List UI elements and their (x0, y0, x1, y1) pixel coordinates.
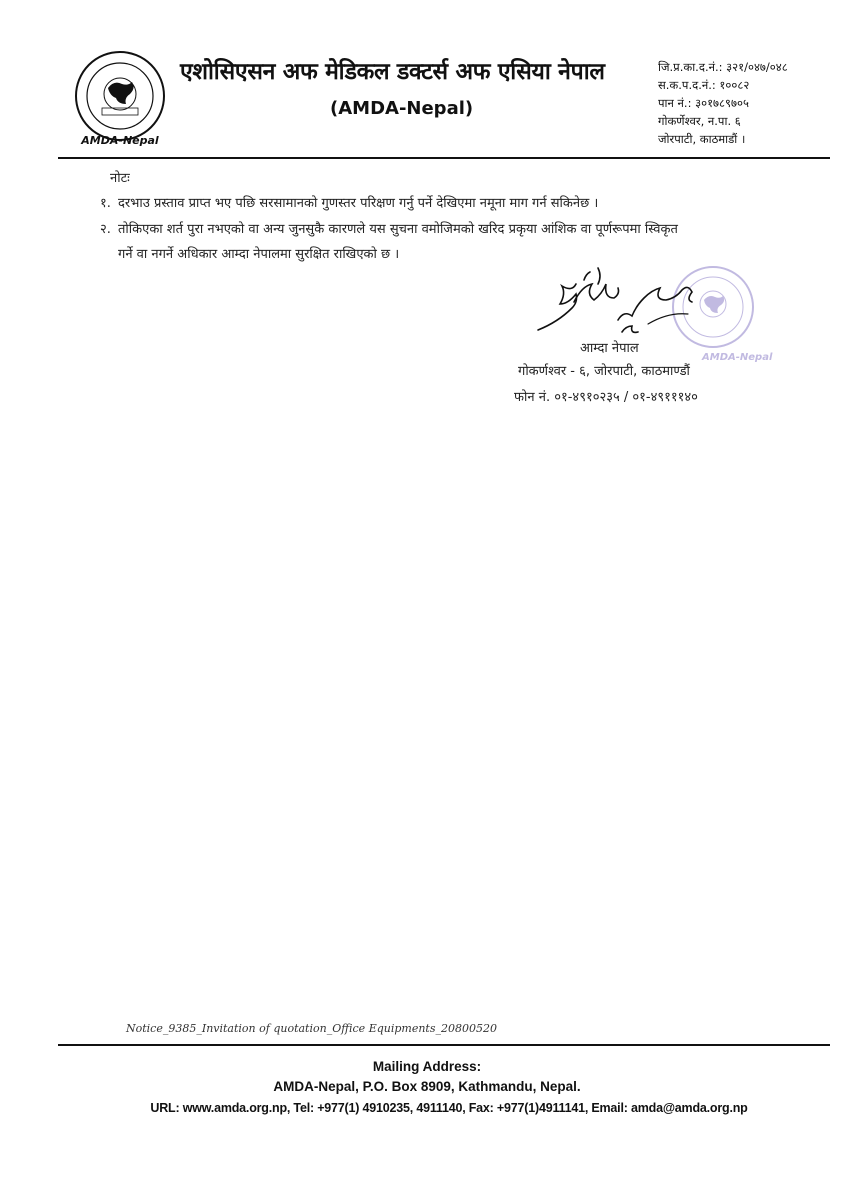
registration-line: स.क.प.द.नं.: १००८२ (658, 78, 750, 92)
footer-address: AMDA-Nepal, P.O. Box 8909, Kathmandu, Nepal. (273, 1079, 581, 1094)
notes-heading: नोटः (110, 171, 130, 186)
signatory-address: गोकर्णश्वर - ६, जोरपाटी, काठमाण्डौं (518, 364, 690, 379)
mailing-address-footer (0, 1057, 854, 1119)
header-divider (58, 157, 830, 159)
stamp-wordmark: AMDA-Nepal (702, 352, 773, 363)
note-text: तोकिएका शर्त पुरा नभएको वा अन्य जुनसुकै कारणले यस सुचना वमोजिमको खरिद प्रकृया आंशिक वा पूर्णरूपमा स्विकृत (118, 222, 678, 237)
note-text: गर्ने वा नगर्ने अधिकार आम्दा नेपालमा सुरक्षित राखिएको छ । (118, 247, 400, 262)
footer-divider (58, 1044, 830, 1046)
signature-and-stamp (528, 262, 778, 367)
registration-details (658, 58, 788, 148)
org-name-english: (AMDA-Nepal) (330, 98, 474, 119)
amda-logo (68, 48, 172, 152)
note-text: दरभाउ प्रस्ताव प्राप्त भए पछि सरसामानको गुणस्तर परिक्षण गर्नु पर्ने देखिएमा नमूना माग गर्न सकिनेछ । (118, 196, 599, 211)
logo-wordmark: AMDA-Nepal (81, 134, 159, 147)
footer-heading: Mailing Address: (372, 1059, 482, 1074)
org-name-nepali: एशोसिएसन अफ मेडिकल डक्टर्स अफ एसिया नेपाल (180, 59, 605, 85)
signatory-phone: फोन नं. ०१-४९१०२३५ / ०१-४९१११४० (514, 390, 698, 405)
registration-line: पान नं.: ३०१७८९७०५ (658, 96, 749, 110)
handwritten-signature (538, 268, 692, 332)
note-number: २. (100, 222, 111, 237)
note-number: १. (100, 196, 111, 211)
signatory-org: आम्दा नेपाल (580, 341, 639, 356)
footer-contact: URL: www.amda.org.np, Tel: +977(1) 4910235, 4911140, Fax: +977(1)4911141, Email: amda@amda.org.np (150, 1101, 748, 1115)
registration-line: जोरपाटी, काठमाडौं । (658, 132, 746, 146)
registration-line: जि.प्र.का.द.नं.: ३२१/०४७/०४८ (658, 60, 788, 74)
registration-line: गोकर्णेश्वर, न.पा. ६ (658, 114, 741, 128)
file-reference: Notice_9385_Invitation of quotation_Office Equipments_20800520 (126, 1022, 497, 1035)
organization-stamp (673, 267, 773, 363)
